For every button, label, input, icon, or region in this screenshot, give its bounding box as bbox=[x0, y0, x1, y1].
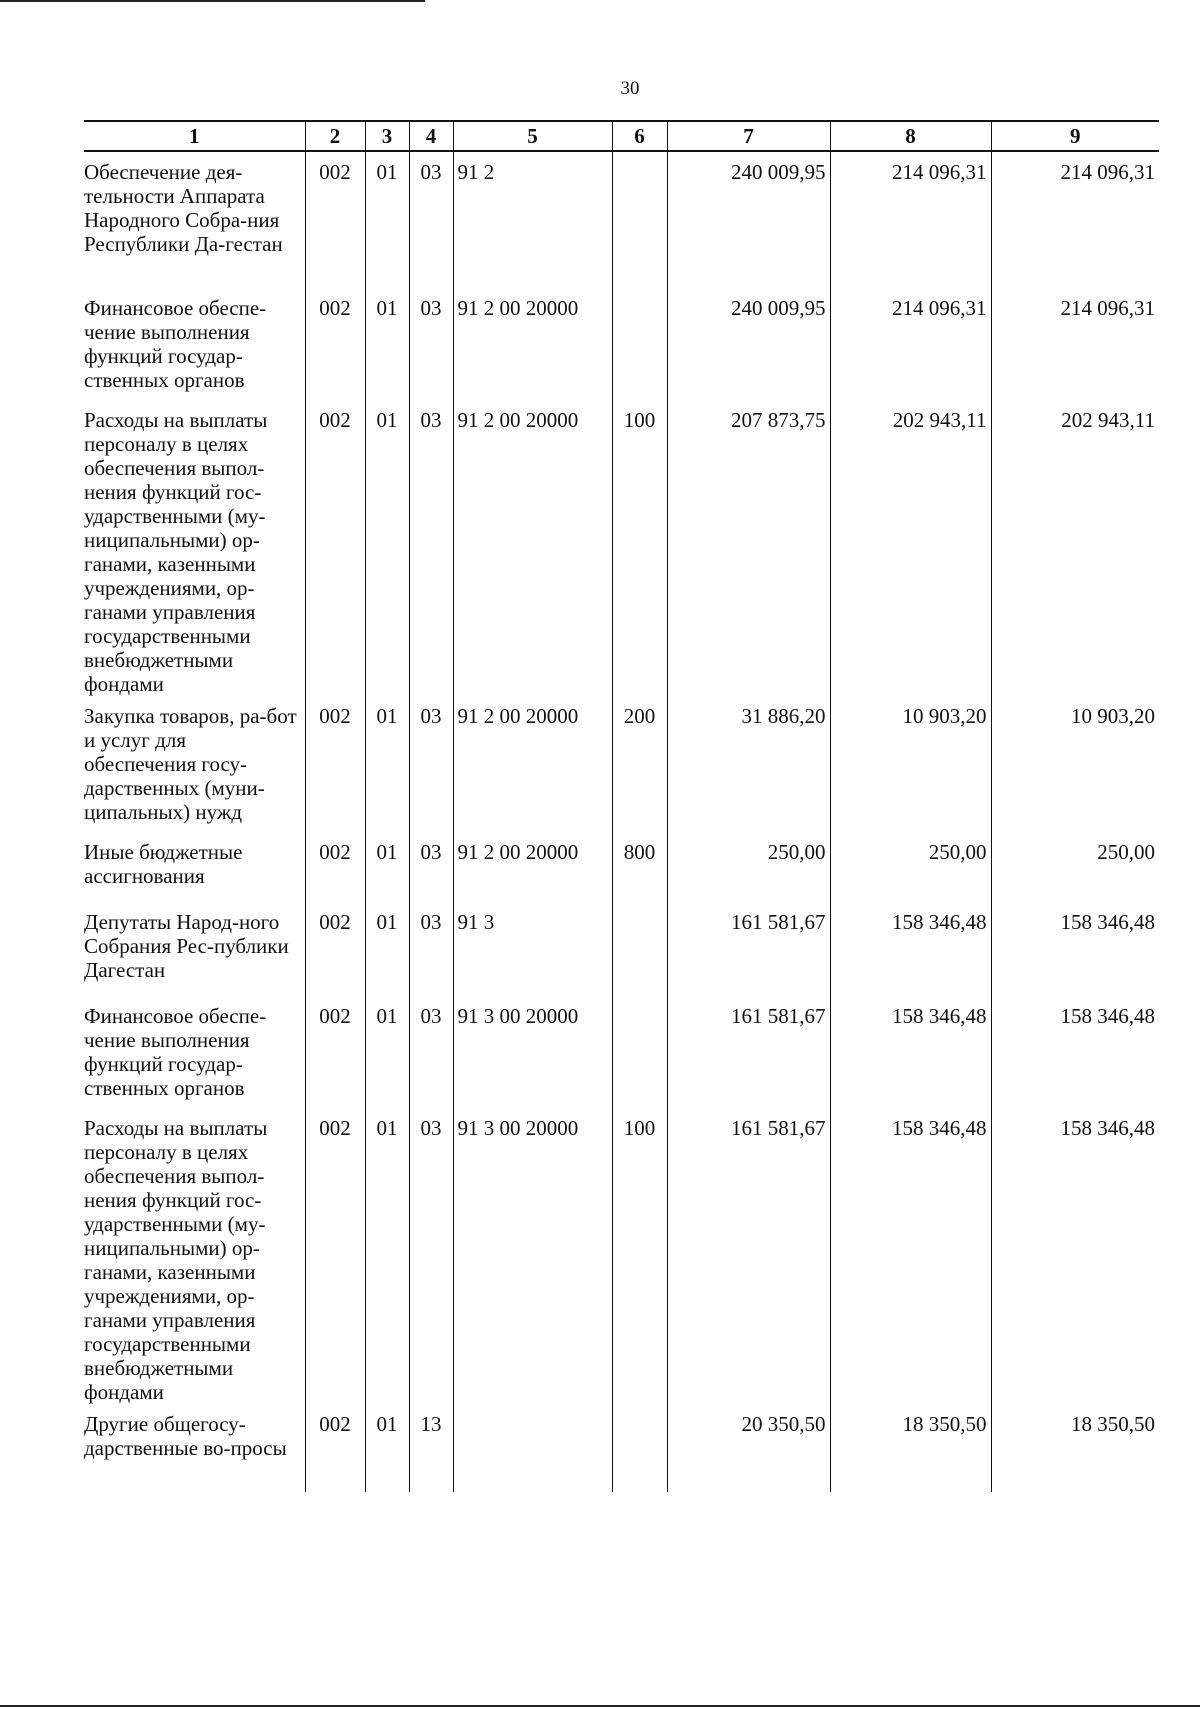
code-cell-6 bbox=[612, 151, 667, 288]
column-header-9: 9 bbox=[991, 121, 1159, 151]
code-cell-6: 200 bbox=[612, 696, 667, 832]
amount-cell-7: 240 009,95 bbox=[667, 151, 830, 288]
code-cell-5: 91 2 bbox=[453, 151, 612, 288]
code-cell-5: 91 2 00 20000 bbox=[453, 400, 612, 696]
amount-cell-8: 18 350,50 bbox=[830, 1404, 991, 1492]
table-row bbox=[84, 996, 1159, 1108]
row-name-cell: Обеспечение дея-тельности Аппарата Народного Собра-ния Республики Да-гестан bbox=[84, 151, 305, 288]
table-row bbox=[84, 288, 1159, 400]
code-cell-5: 91 3 00 20000 bbox=[453, 996, 612, 1108]
code-cell-4: 13 bbox=[409, 1404, 453, 1492]
code-cell-6 bbox=[612, 902, 667, 996]
table-row bbox=[84, 400, 1159, 696]
amount-cell-7: 161 581,67 bbox=[667, 996, 830, 1108]
code-cell-3: 01 bbox=[365, 288, 409, 400]
amount-cell-9: 202 943,11 bbox=[991, 400, 1159, 696]
code-cell-5 bbox=[453, 1404, 612, 1492]
code-cell-2: 002 bbox=[305, 996, 365, 1108]
code-cell-2: 002 bbox=[305, 400, 365, 696]
amount-cell-7: 20 350,50 bbox=[667, 1404, 830, 1492]
code-cell-6: 100 bbox=[612, 1108, 667, 1404]
column-header-6: 6 bbox=[612, 121, 667, 151]
code-cell-5: 91 3 00 20000 bbox=[453, 1108, 612, 1404]
code-cell-2: 002 bbox=[305, 902, 365, 996]
amount-cell-8: 158 346,48 bbox=[830, 996, 991, 1108]
code-cell-2: 002 bbox=[305, 151, 365, 288]
table-row bbox=[84, 1404, 1159, 1492]
code-cell-4: 03 bbox=[409, 902, 453, 996]
code-cell-4: 03 bbox=[409, 832, 453, 902]
amount-cell-7: 161 581,67 bbox=[667, 1108, 830, 1404]
column-header-1: 1 bbox=[84, 121, 305, 151]
code-cell-6: 800 bbox=[612, 832, 667, 902]
code-cell-3: 01 bbox=[365, 902, 409, 996]
code-cell-2: 002 bbox=[305, 288, 365, 400]
code-cell-2: 002 bbox=[305, 832, 365, 902]
code-cell-4: 03 bbox=[409, 996, 453, 1108]
amount-cell-7: 250,00 bbox=[667, 832, 830, 902]
page-number: 30 bbox=[620, 78, 640, 99]
column-header-4: 4 bbox=[409, 121, 453, 151]
column-header-7: 7 bbox=[667, 121, 830, 151]
scan-edge-bottom bbox=[0, 1705, 1200, 1707]
row-name-cell: Закупка товаров, ра-бот и услуг для обеспечения госу-дарственных (муни-ципальных) нужд bbox=[84, 696, 305, 832]
amount-cell-9: 158 346,48 bbox=[991, 996, 1159, 1108]
code-cell-3: 01 bbox=[365, 1108, 409, 1404]
row-name-cell: Другие общегосу-дарственные во-просы bbox=[84, 1404, 305, 1492]
code-cell-4: 03 bbox=[409, 1108, 453, 1404]
amount-cell-7: 31 886,20 bbox=[667, 696, 830, 832]
row-name-cell: Финансовое обеспе-чение выполнения функций государ-ственных органов bbox=[84, 288, 305, 400]
code-cell-2: 002 bbox=[305, 1108, 365, 1404]
amount-cell-9: 214 096,31 bbox=[991, 288, 1159, 400]
code-cell-6 bbox=[612, 996, 667, 1108]
code-cell-4: 03 bbox=[409, 696, 453, 832]
code-cell-3: 01 bbox=[365, 996, 409, 1108]
amount-cell-9: 18 350,50 bbox=[991, 1404, 1159, 1492]
amount-cell-9: 158 346,48 bbox=[991, 1108, 1159, 1404]
code-cell-4: 03 bbox=[409, 400, 453, 696]
code-cell-2: 002 bbox=[305, 1404, 365, 1492]
table-header-row bbox=[84, 121, 1159, 151]
amount-cell-7: 207 873,75 bbox=[667, 400, 830, 696]
amount-cell-8: 158 346,48 bbox=[830, 902, 991, 996]
table-row bbox=[84, 1108, 1159, 1404]
amount-cell-8: 158 346,48 bbox=[830, 1108, 991, 1404]
scan-edge-top bbox=[0, 0, 425, 2]
code-cell-3: 01 bbox=[365, 1404, 409, 1492]
code-cell-6: 100 bbox=[612, 400, 667, 696]
row-name-cell: Расходы на выплаты персоналу в целях обеспечения выпол-нения функций гос-ударственными (му-ниципальными) ор-ганами, казенными учреждениями, ор-ганами управления государственными внебюджетными фондами bbox=[84, 400, 305, 696]
code-cell-6 bbox=[612, 288, 667, 400]
table-row bbox=[84, 902, 1159, 996]
code-cell-4: 03 bbox=[409, 151, 453, 288]
amount-cell-9: 250,00 bbox=[991, 832, 1159, 902]
code-cell-3: 01 bbox=[365, 696, 409, 832]
amount-cell-9: 158 346,48 bbox=[991, 902, 1159, 996]
amount-cell-9: 214 096,31 bbox=[991, 151, 1159, 288]
code-cell-5: 91 2 00 20000 bbox=[453, 832, 612, 902]
code-cell-2: 002 bbox=[305, 696, 365, 832]
column-header-8: 8 bbox=[830, 121, 991, 151]
column-header-2: 2 bbox=[305, 121, 365, 151]
code-cell-5: 91 3 bbox=[453, 902, 612, 996]
amount-cell-9: 10 903,20 bbox=[991, 696, 1159, 832]
code-cell-3: 01 bbox=[365, 832, 409, 902]
amount-cell-8: 214 096,31 bbox=[830, 288, 991, 400]
column-header-3: 3 bbox=[365, 121, 409, 151]
code-cell-4: 03 bbox=[409, 288, 453, 400]
row-name-cell: Расходы на выплаты персоналу в целях обеспечения выпол-нения функций гос-ударственными (му-ниципальными) ор-ганами, казенными учреждениями, ор-ганами управления государственными внебюджетными фондами bbox=[84, 1108, 305, 1404]
row-name-cell: Иные бюджетные ассигнования bbox=[84, 832, 305, 902]
table-row bbox=[84, 151, 1159, 288]
amount-cell-8: 10 903,20 bbox=[830, 696, 991, 832]
amount-cell-8: 214 096,31 bbox=[830, 151, 991, 288]
code-cell-3: 01 bbox=[365, 151, 409, 288]
amount-cell-7: 240 009,95 bbox=[667, 288, 830, 400]
code-cell-5: 91 2 00 20000 bbox=[453, 288, 612, 400]
amount-cell-8: 202 943,11 bbox=[830, 400, 991, 696]
column-header-5: 5 bbox=[453, 121, 612, 151]
code-cell-6 bbox=[612, 1404, 667, 1492]
table-row bbox=[84, 832, 1159, 902]
budget-table bbox=[84, 120, 1159, 1492]
amount-cell-8: 250,00 bbox=[830, 832, 991, 902]
amount-cell-7: 161 581,67 bbox=[667, 902, 830, 996]
row-name-cell: Депутаты Народ-ного Собрания Рес-публики Дагестан bbox=[84, 902, 305, 996]
code-cell-5: 91 2 00 20000 bbox=[453, 696, 612, 832]
row-name-cell: Финансовое обеспе-чение выполнения функций государ-ственных органов bbox=[84, 996, 305, 1108]
code-cell-3: 01 bbox=[365, 400, 409, 696]
table-row bbox=[84, 696, 1159, 832]
